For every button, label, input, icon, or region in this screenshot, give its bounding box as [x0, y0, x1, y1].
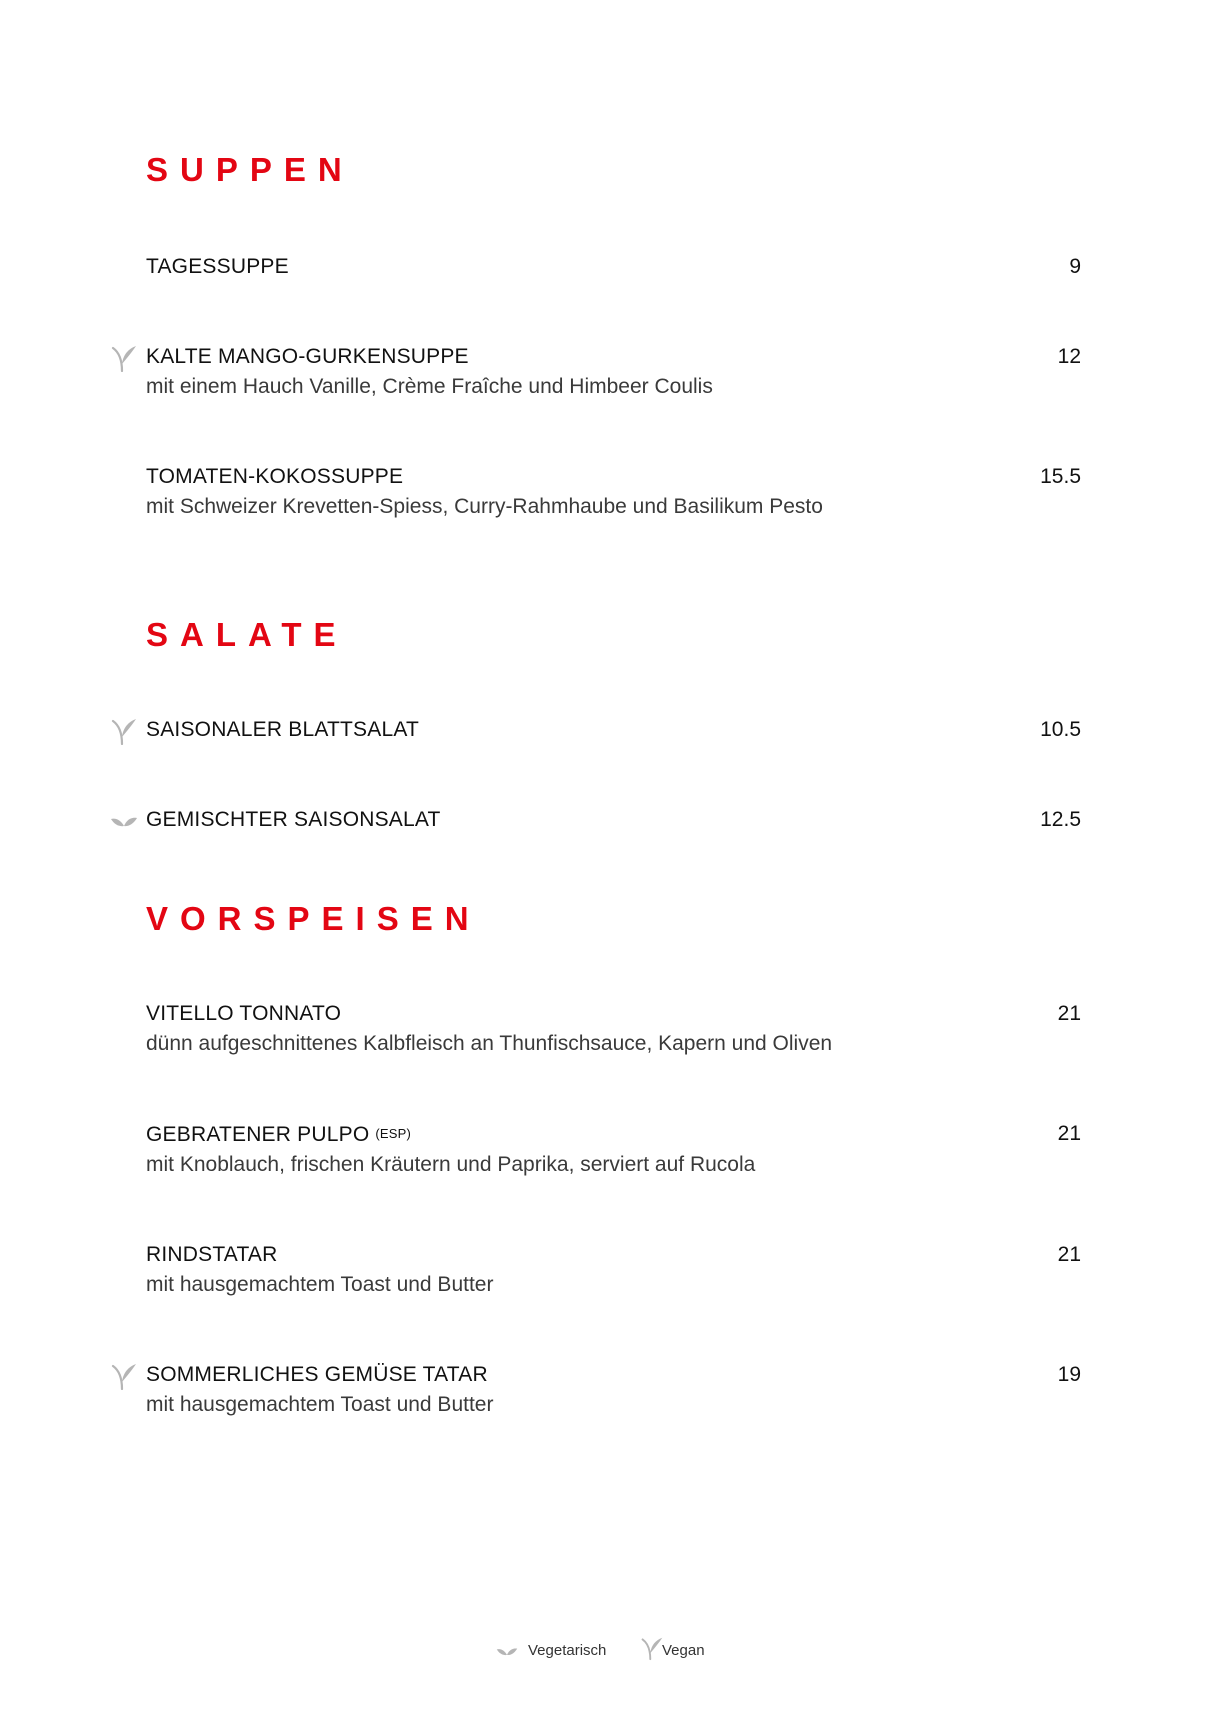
- item-price: 15.5: [1040, 465, 1081, 488]
- item-name: TAGESSUPPE: [146, 255, 289, 278]
- item-price: 12: [1057, 345, 1081, 368]
- sprout-icon: [110, 1362, 138, 1390]
- item-description: dünn aufgeschnittenes Kalbfleisch an Thunfischsauce, Kapern und Oliven: [146, 1032, 833, 1055]
- legend-label-vegan: Vegan: [662, 1642, 705, 1659]
- item-price: 12.5: [1040, 808, 1081, 831]
- item-name: GEMISCHTER SAISONSALAT: [146, 808, 441, 831]
- sprout-icon: [640, 1634, 664, 1662]
- menu-item-kalte-mango-gurkensuppe: [146, 342, 1081, 402]
- item-description: mit hausgemachtem Toast und Butter: [146, 1273, 494, 1296]
- leaves-icon: [110, 807, 138, 835]
- menu-item-tomaten-kokossuppe: [146, 462, 1081, 522]
- menu-item-sommerliches-gemuese-tatar: [146, 1360, 1081, 1420]
- item-price: 21: [1057, 1122, 1081, 1145]
- item-name: SAISONALER BLATTSALAT: [146, 718, 420, 741]
- item-name: VITELLO TONNATO: [146, 1002, 342, 1025]
- sprout-icon: [110, 717, 138, 745]
- item-name-text: GEBRATENER PULPO: [146, 1123, 370, 1146]
- menu-item-vitello-tonnato: [146, 999, 1081, 1059]
- item-price: 10.5: [1040, 718, 1081, 741]
- item-price: 21: [1057, 1002, 1081, 1025]
- sprout-icon: [110, 344, 138, 372]
- item-description: mit Knoblauch, frischen Kräutern und Paprika, serviert auf Rucola: [146, 1153, 756, 1176]
- item-name: TOMATEN-KOKOSSUPPE: [146, 465, 404, 488]
- origin-tag: (ESP): [375, 1126, 412, 1141]
- item-description: mit einem Hauch Vanille, Crème Fraîche und Himbeer Coulis: [146, 375, 713, 398]
- section-title-salate: SALATE: [146, 616, 348, 653]
- item-name: RINDSTATAR: [146, 1243, 278, 1266]
- item-name: SOMMERLICHES GEMÜSE TATAR: [146, 1363, 488, 1386]
- item-price: 19: [1057, 1363, 1081, 1386]
- menu-item-tagessuppe: [146, 252, 1081, 282]
- item-price: 9: [1069, 255, 1081, 278]
- item-price: 21: [1057, 1243, 1081, 1266]
- menu-item-gemischter-saisonsalat: [146, 805, 1081, 835]
- item-description: mit Schweizer Krevetten-Spiess, Curry-Rahmhaube und Basilikum Pesto: [146, 495, 823, 518]
- menu-item-saisonaler-blattsalat: [146, 715, 1081, 745]
- section-title-vorspeisen: VORSPEISEN: [146, 900, 481, 937]
- diet-legend: [0, 1632, 1222, 1668]
- legend-label-vegetarian: Vegetarisch: [528, 1642, 607, 1659]
- menu-item-gebratener-pulpo: [146, 1119, 1081, 1180]
- menu-item-rindstatar: [146, 1240, 1081, 1300]
- item-name: KALTE MANGO-GURKENSUPPE: [146, 345, 469, 368]
- leaves-icon: [493, 1640, 521, 1662]
- item-description: mit hausgemachtem Toast und Butter: [146, 1393, 494, 1416]
- section-title-suppen: SUPPEN: [146, 151, 354, 188]
- item-name: [146, 1119, 1081, 1150]
